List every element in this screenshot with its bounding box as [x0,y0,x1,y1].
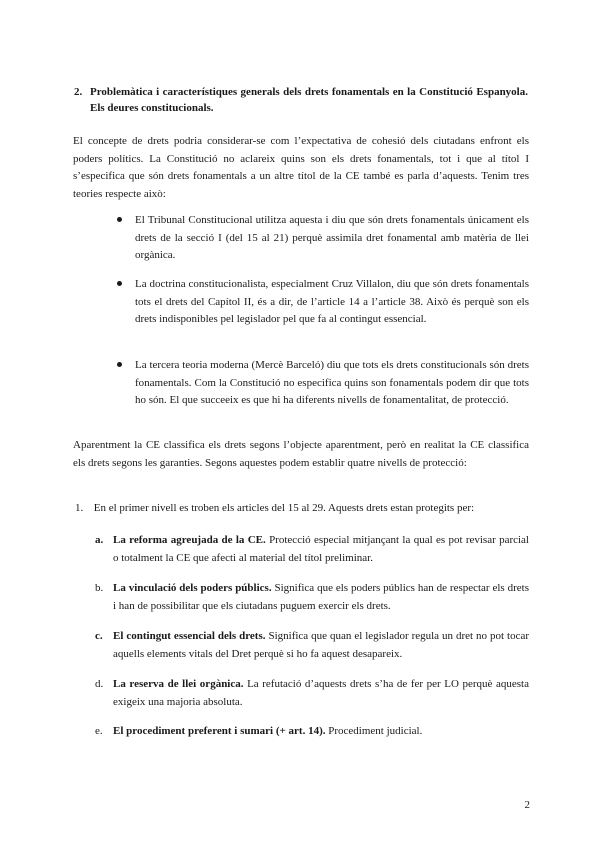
theory-text-2: La doctrina constitucionalista, especialment Cruz Villalon, diu que són drets fonamentals tots el drets del Capítol II, és a dir, de l’article 14 a l’article 38. Això és perquè son els drets indisponibles pel legislador pel que fa al contingut essencial. [135,278,529,325]
protection-title: El procediment preferent i sumari (+ art. 14). [113,725,326,737]
theory-bullet-1 [135,212,529,265]
protection-item-b [95,580,529,615]
protection-item-a [95,532,529,567]
section-title: Problemàtica i característiques generals dels drets fonamentals en la Constitució Espanyola. Els deures constitucionals. [90,86,528,114]
theory-bullet-3 [135,357,529,410]
protection-title: La reforma agreujada de la CE. [113,534,266,546]
level-1-text: En el primer nivell es troben els articles del 15 al 29. Aquests drets estan protegits per: [93,502,475,514]
protection-title: La vinculació dels poders públics. [113,582,272,594]
protection-marker: b. [95,582,104,594]
protection-item-d [95,676,529,711]
theory-text-3: La tercera teoria moderna (Mercè Barceló) diu que tots els drets constitucionals són drets fonamentals. Com la Constitució no especifica quins son fonamentals podem dir que tots ho són. El que succeeix es que hi ha diferents nivells de fonamentalitat, de protecció. [135,359,529,406]
theory-bullet-2 [135,276,529,329]
theory-text-1: El Tribunal Constitucional utilitza aquesta i diu que són drets fonamentals únicament els drets de la secció I (del 15 al 21) perquè assimila dret fonamental amb matèria de llei orgànica. [135,214,529,261]
bullet-icon [117,281,122,286]
protection-marker: a. [95,534,104,546]
protection-text: Protecció especial mitjançant la qual es pot revisar parcial o totalment la CE que afecti al material del títol preliminar. [113,534,529,564]
intro-paragraph: El concepte de drets podria considerar-se com l’expectativa de cohesió dels ciutadans enfront els poders polítics. La Constitució no aclareix quins son els drets fonamentals, tot i que al títol I s’especifica que són drets fonamentals a un altre títol de la CE també es parla d’aquests. Tenim tres teories respecte això: [73,135,529,200]
section-heading [76,84,528,116]
section-number: 2. [74,86,83,98]
protection-text: La refutació d’aquests drets s’ha de fer per LO perquè aquesta exigeix una majoria absoluta. [113,678,529,708]
bullet-icon [117,362,122,367]
protection-title: La reserva de llei orgànica. [113,678,244,690]
protection-text: Significa que els poders públics han de respectar els drets i han de possibilitar que els ciutadans puguem exercir els drets. [113,582,529,612]
protection-item-c [95,628,529,663]
level-1-item [75,500,529,518]
protection-marker: e. [95,725,103,737]
page-number: 2 [524,799,530,811]
protection-marker: d. [95,678,104,690]
protection-text: Procediment judicial. [325,725,423,737]
protection-marker: c. [95,630,103,642]
level-1-number: 1. [75,502,84,514]
protection-item-e [95,723,529,741]
classification-paragraph: Aparentment la CE classifica els drets segons l’objecte aparentment, però en realitat la CE classifica els drets segons les garanties. Segons aquestes podem establir quatre nivells de protecció: [73,439,529,469]
protection-title: El contingut essencial dels drets. [113,630,266,642]
protection-text: Significa que quan el legislador regula un dret no pot tocar aquells elements vitals del Dret perquè si ho fa aquest desapareix. [113,630,529,660]
bullet-icon [117,217,122,222]
